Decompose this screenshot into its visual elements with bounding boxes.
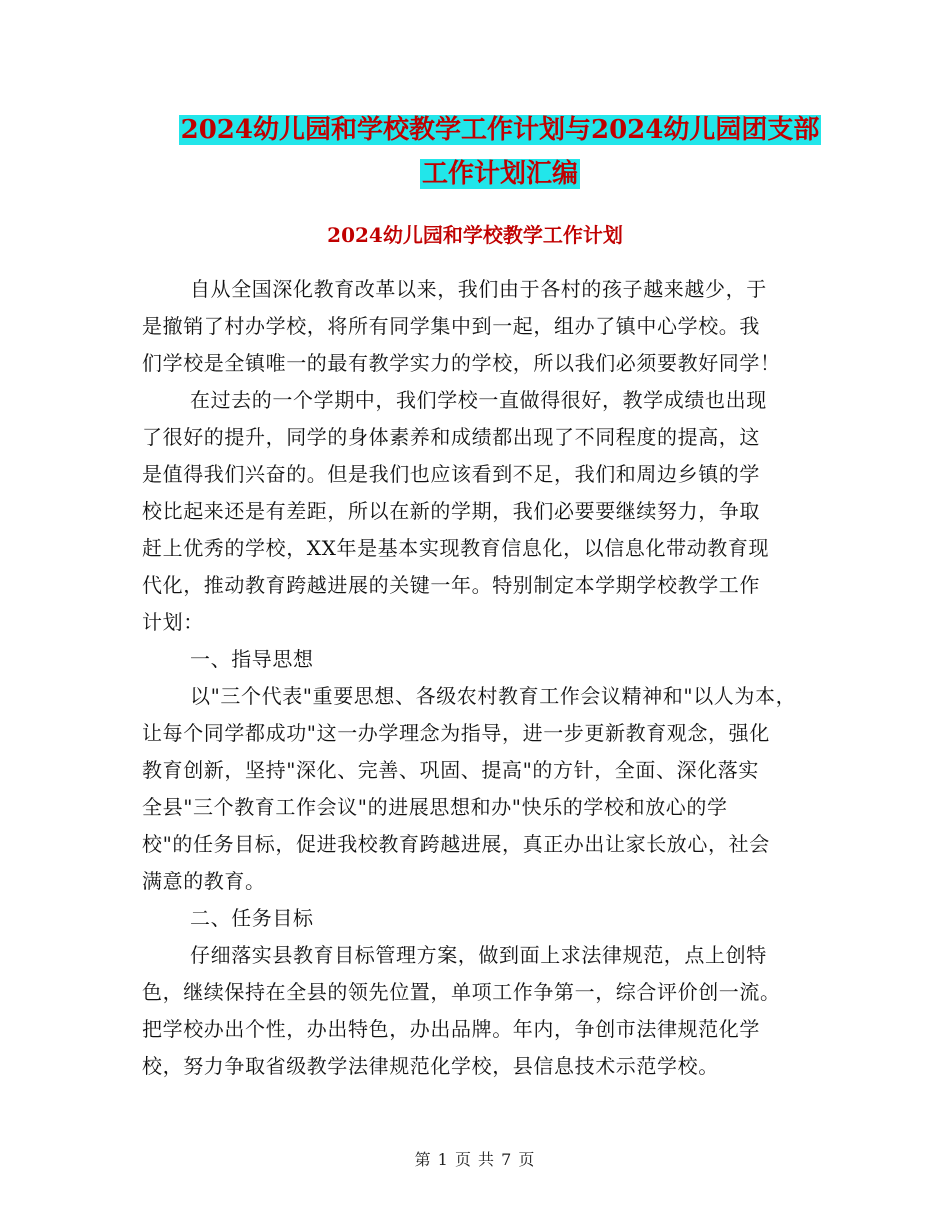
paragraph-line: 全县"三个教育工作会议"的进展思想和办"快乐的学校和放心的学	[142, 795, 728, 819]
paragraph-line: 是值得我们兴奋的。但是我们也应该看到不足，我们和周边乡镇的学	[142, 462, 760, 486]
paragraph-line: 代化，推动教育跨越进展的关键一年。特别制定本学期学校教学工作	[142, 573, 760, 597]
paragraph-line: 们学校是全镇唯一的最有教学实力的学校，所以我们必须要教好同学！	[142, 351, 781, 375]
page-footer: 第 1 页 共 7 页	[414, 1150, 536, 1169]
paragraph-line: 教育创新，坚持"深化、完善、巩固、提高"的方针，全面、深化落实	[142, 758, 759, 782]
paragraph-line: 以"三个代表"重要思想、各级农村教育工作会议精神和"以人为本，	[190, 684, 797, 708]
paragraph-line: 是撤销了村办学校，将所有同学集中到一起，组办了镇中心学校。我	[142, 314, 760, 338]
paragraph-line: 色，继续保持在全县的领先位置，单项工作争第一，综合评价创一流。	[142, 980, 781, 1004]
paragraph-line: 了很好的提升，同学的身体素养和成绩都出现了不同程度的提高，这	[142, 425, 760, 449]
paragraph-line: 校，努力争取省级教学法律规范化学校，县信息技术示范学校。	[142, 1054, 719, 1078]
paragraph-line: 在过去的一个学期中，我们学校一直做得很好，教学成绩也出现	[190, 388, 767, 412]
document-title-line-1	[100, 110, 900, 150]
heading-guiding-ideology: 一、指导思想	[190, 647, 314, 671]
title-highlight: 2024幼儿园和学校教学工作计划与2024幼儿园团支部	[180, 115, 820, 145]
paragraph-line: 赶上优秀的学校，XX年是基本实现教育信息化，以信息化带动教育现	[142, 536, 770, 560]
paragraph-line: 满意的教育。	[142, 869, 266, 893]
paragraph-line: 把学校办出个性，办出特色，办出品牌。年内，争创市法律规范化学	[142, 1017, 760, 1041]
title-highlight: 工作计划汇编	[421, 159, 578, 189]
paragraph-line: 仔细落实县教育目标管理方案，做到面上求法律规范，点上创特	[190, 943, 767, 967]
paragraph-line: 自从全国深化教育改革以来，我们由于各村的孩子越来越少，于	[190, 277, 767, 301]
heading-task-goals: 二、任务目标	[190, 906, 314, 930]
document-title-line-2	[100, 154, 900, 194]
paragraph-line: 校比起来还是有差距，所以在新的学期，我们必要要继续努力，争取	[142, 499, 760, 523]
section-title: 2024幼儿园和学校教学工作计划	[327, 223, 623, 247]
paragraph-line: 校"的任务目标，促进我校教育跨越进展，真正办出让家长放心，社会	[142, 832, 770, 856]
paragraph-line: 计划：	[142, 610, 204, 634]
paragraph-line: 让每个同学都成功"这一办学理念为指导，进一步更新教育观念，强化	[142, 721, 770, 745]
